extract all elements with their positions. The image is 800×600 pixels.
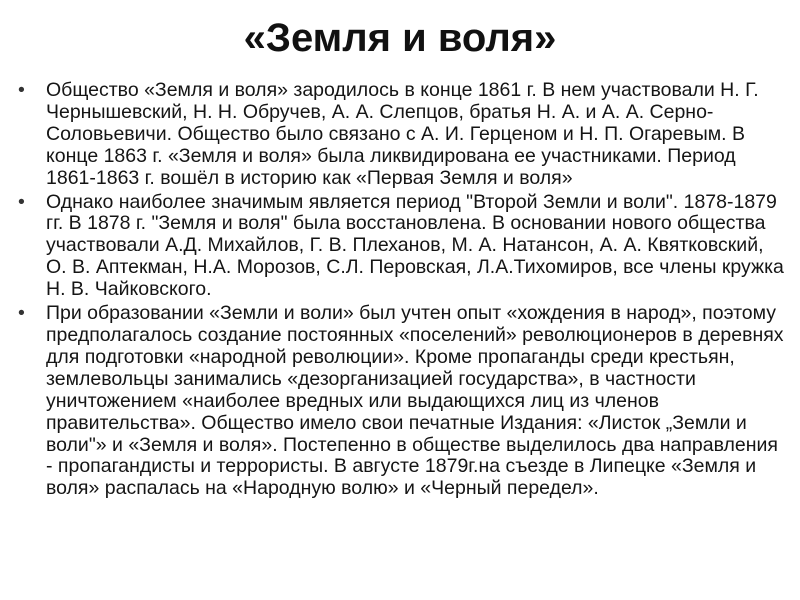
slide-title: «Земля и воля»: [243, 16, 557, 60]
bullet-item-2: [14, 192, 784, 302]
bullet-icon: •: [18, 302, 25, 325]
paragraph-second-land-and-liberty: Однако наиболее значимым является период "Второй Земли и воли". 1878-1879 гг. В 1878 г. "Земля и воля" была восстановлена. В основании нового общества участвовали А.Д. Михайлов, Г. В. Плеханов, М. А. Натансон, А. А. Квятковский, О. В. Аптекман, Н.А. Морозов, С.Л. Перовская, Л.А.Тихомиров, все члены кружка Н. В. Чайковского.: [46, 190, 784, 301]
bullet-icon: •: [18, 190, 25, 213]
bullet-item-3: [14, 303, 784, 500]
paragraph-first-land-and-liberty: Общество «Земля и воля» зародилось в конце 1861 г. В нем участвовали Н. Г. Чернышевский, Н. Н. Обручев, А. А. Слепцов, братья Н. А. и А. А. Серно-Соловьевичи. Общество было связано с А. И. Герценом и Н. П. Огаревым. В конце 1863 г. «Земля и воля» была ликвидирована ее участниками. Период 1861-1863 г. вошёл в историю как «Первая Земля и воля»: [46, 79, 759, 189]
paragraph-society-activities: При образовании «Земли и воли» был учтен опыт «хождения в народ», поэтому предполагалось создание постоянных «поселений» революционеров в деревнях для подготовки «народной революции». Кроме пропаганды среди крестьян, землевольцы занимались «дезорганизацией государства», в частности уничтожением «наиболее вредных или выдающихся лиц из членов правительства». Общество имело свои печатные Издания: «Листок „Земли и воли"» и «Земля и воля». Постепенно в обществе выделилось два направления - пропагандисты и террористы. В августе 1879г.на съезде в Липецке «Земля и воля» распалась на «Народную волю» и «Черный передел».: [46, 302, 784, 500]
bullet-list: [14, 80, 784, 502]
bullet-item-1: [14, 80, 784, 190]
bullet-icon: •: [18, 79, 25, 101]
